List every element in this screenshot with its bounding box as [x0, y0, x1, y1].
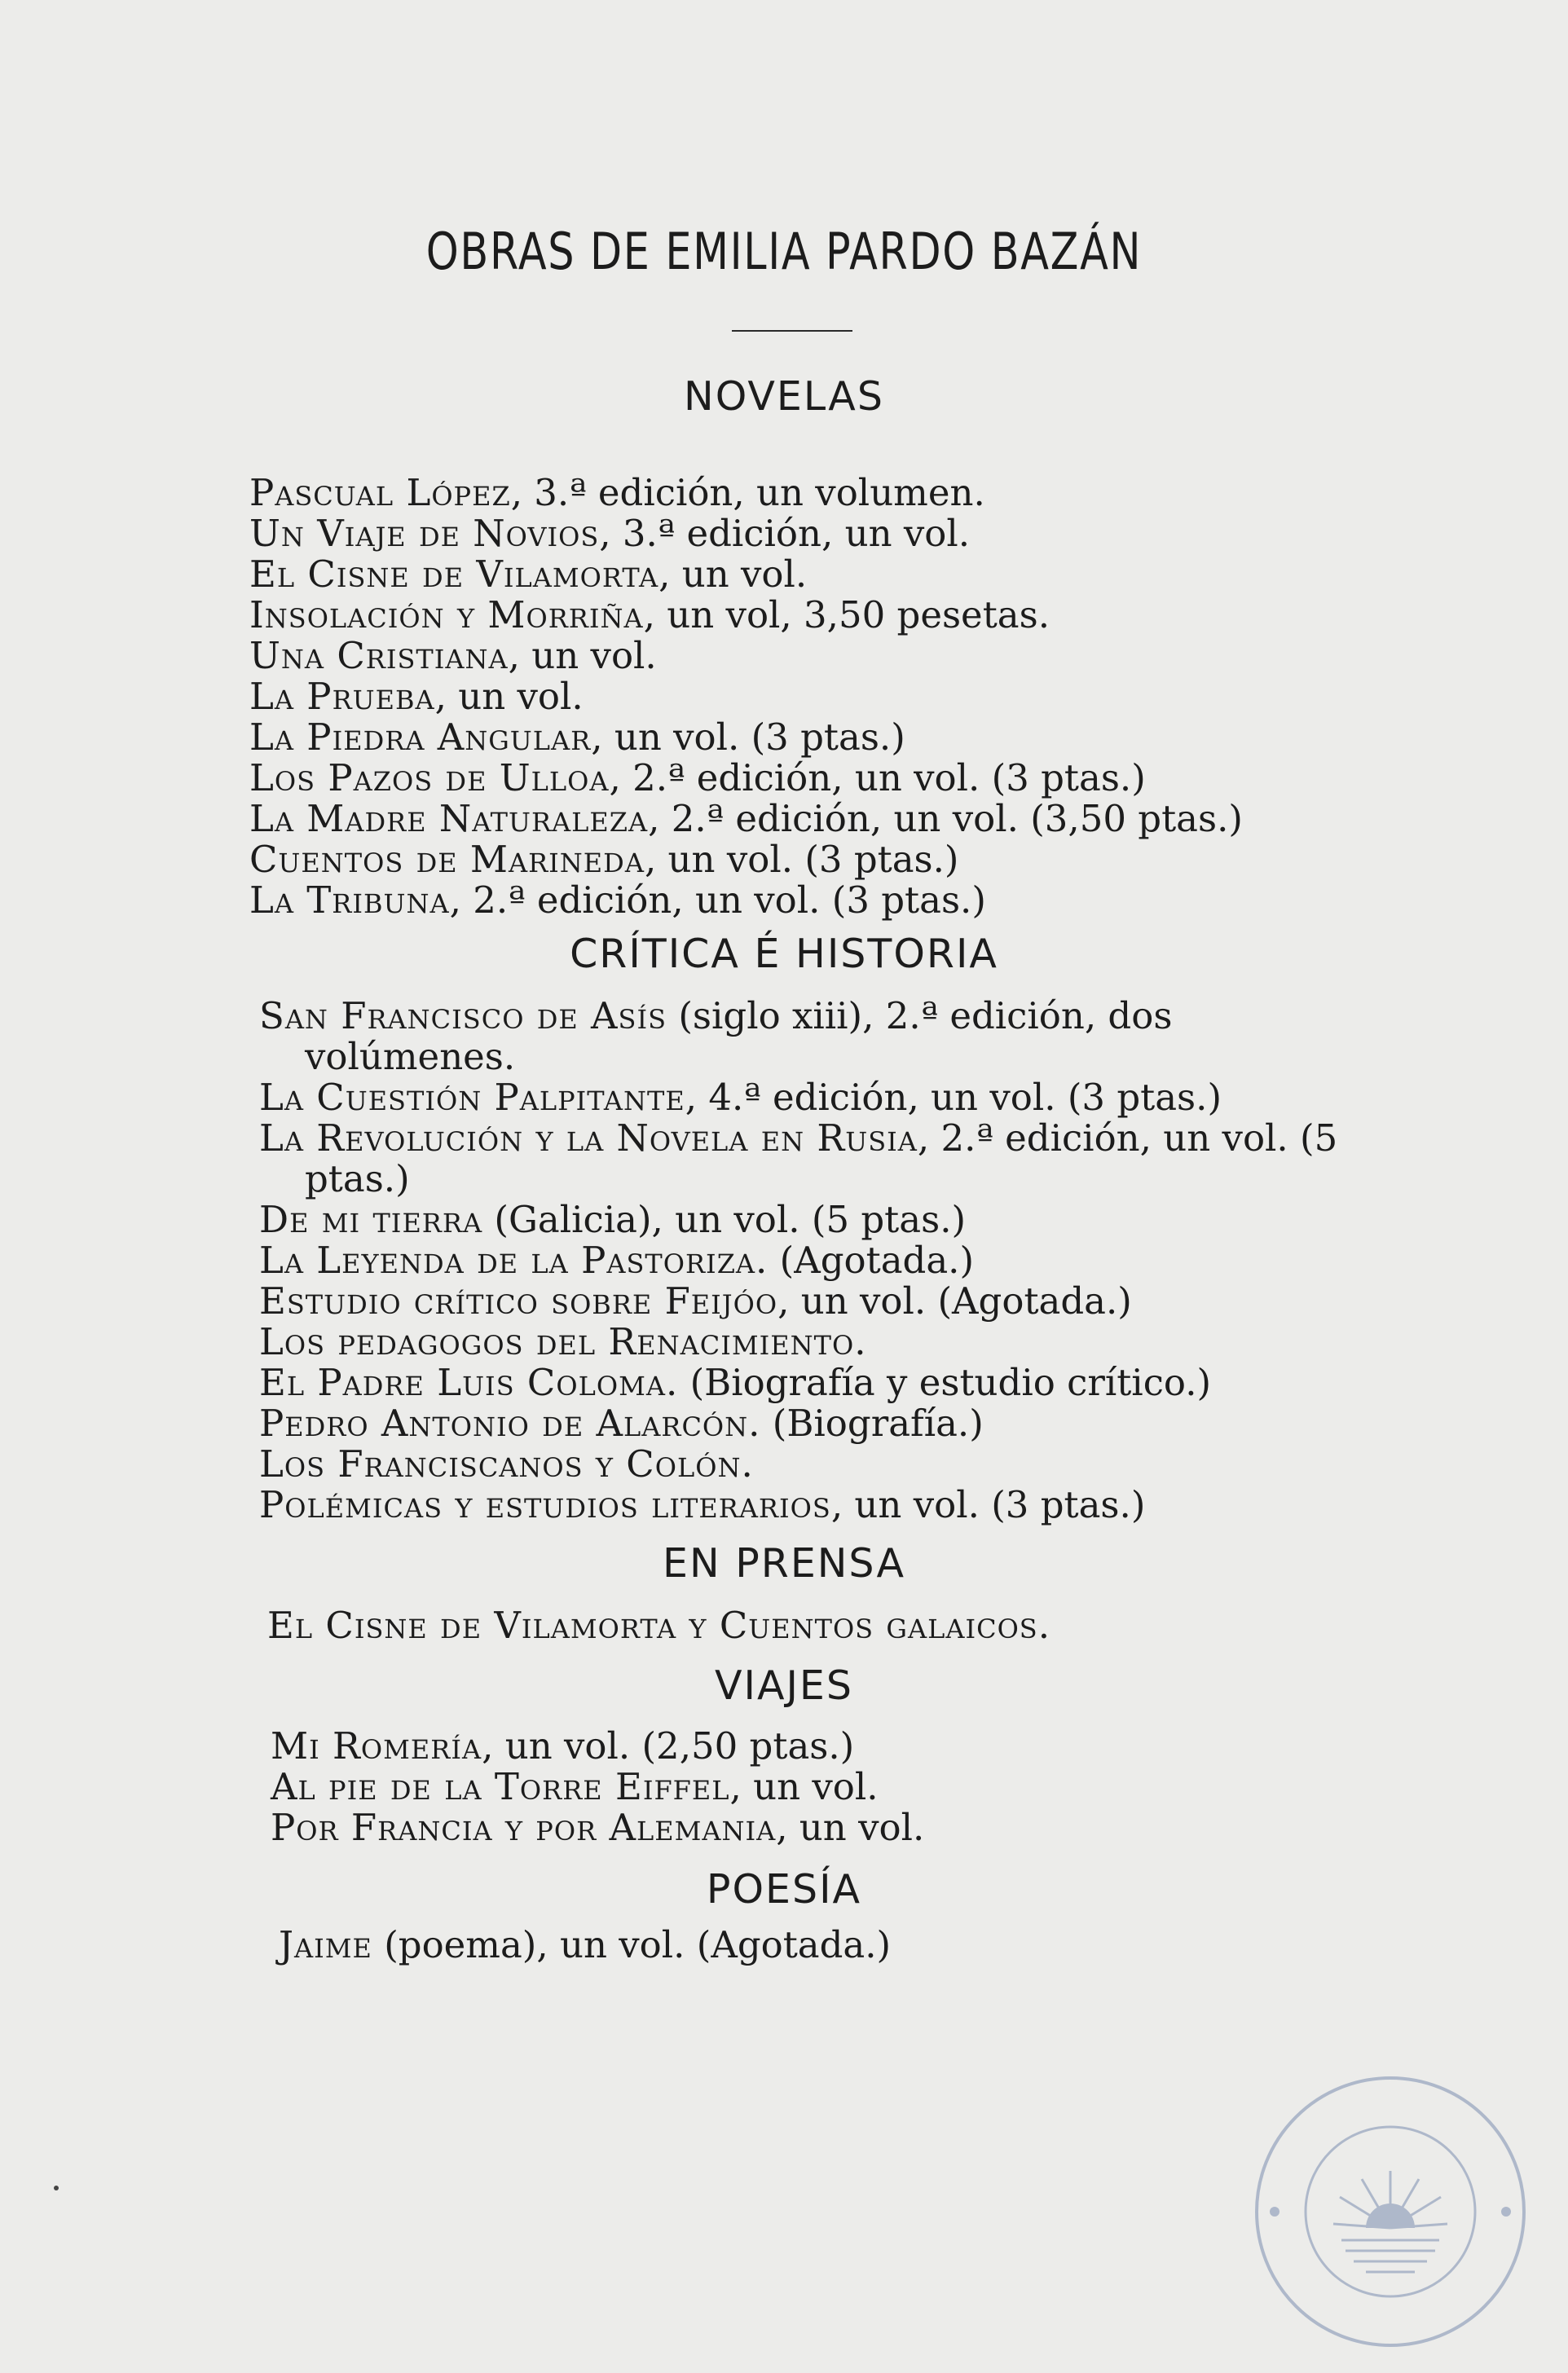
library-stamp-icon — [1252, 2073, 1529, 2350]
list-item — [249, 839, 1243, 880]
list-item — [271, 1726, 924, 1767]
work-title: Mi Romería — [271, 1724, 482, 1768]
work-details: , un vol. (3 ptas.) — [644, 838, 959, 881]
work-title: La Tribuna — [249, 878, 450, 922]
work-details: (poema), un vol. (Agotada.) — [372, 1923, 892, 1966]
work-details: (Biografía.) — [760, 1402, 984, 1445]
list-item — [259, 1322, 1368, 1363]
work-details: , un vol. — [658, 553, 808, 596]
list-item — [259, 1200, 1368, 1240]
list-item — [249, 595, 1243, 636]
list-item — [249, 799, 1243, 839]
work-details: , un vol. — [776, 1806, 925, 1849]
work-details: , un vol. — [434, 675, 584, 718]
title-divider — [732, 330, 852, 332]
work-title: De mi tierra — [259, 1198, 483, 1241]
work-details: , un vol. (Agotada.) — [777, 1279, 1132, 1323]
section-heading-poesia: POESÍA — [706, 1866, 862, 1913]
work-details: (siglo xiii), 2.ª edición, dos volúmenes. — [305, 994, 1173, 1078]
work-details: , 3.ª edición, un vol. — [599, 512, 971, 555]
en-prensa-list — [267, 1605, 1050, 1646]
work-title: La Revolución y la Novela en Rusia — [259, 1116, 918, 1160]
work-title: Por Francia y por Alemania — [271, 1806, 777, 1849]
section-heading-critica: CRÍTICA É HISTORIA — [570, 931, 998, 977]
list-item — [249, 717, 1243, 758]
list-item — [249, 758, 1243, 799]
list-item — [249, 554, 1243, 595]
list-item — [249, 513, 1243, 554]
list-item — [259, 1403, 1368, 1444]
work-details: , 4.ª edición, un vol. (3 ptas.) — [685, 1076, 1222, 1119]
work-title: La Leyenda de la Pastoriza. — [259, 1239, 769, 1282]
work-title: Los Franciscanos y Colón. — [259, 1442, 754, 1486]
poesia-list — [279, 1925, 891, 1966]
work-details: , 2.ª edición, un vol. (5 ptas.) — [305, 1116, 1338, 1200]
work-details: , un vol. (2,50 ptas.) — [482, 1724, 855, 1768]
work-details: , un vol. — [508, 634, 657, 677]
viajes-list — [271, 1726, 924, 1848]
work-title: Insolación y Morriña — [249, 593, 644, 636]
list-item — [249, 880, 1243, 921]
work-title: La Madre Naturaleza — [249, 797, 649, 840]
work-title: Los pedagogos del Renacimiento. — [259, 1320, 867, 1363]
section-heading-en-prensa: EN PRENSA — [663, 1540, 905, 1587]
list-item — [259, 1118, 1368, 1200]
work-title: Pascual López — [249, 471, 511, 514]
list-item — [267, 1605, 1050, 1646]
list-item — [249, 676, 1243, 717]
work-title: Jaime — [279, 1923, 372, 1966]
work-title: Cuentos de Marineda — [249, 838, 645, 881]
work-title: La Prueba — [249, 675, 435, 718]
work-title: El Cisne de Vilamorta y Cuentos galaicos. — [267, 1604, 1051, 1647]
novelas-list — [249, 473, 1243, 921]
work-details: , un vol. (3 ptas.) — [591, 715, 905, 759]
page-title: OBRAS DE EMILIA PARDO BAZÁN — [425, 222, 1143, 281]
work-details: (Agotada.) — [768, 1239, 975, 1282]
critica-list — [259, 996, 1368, 1526]
list-item — [259, 1281, 1368, 1322]
list-item — [259, 1077, 1368, 1118]
work-details: (Galicia), un vol. (5 ptas.) — [482, 1198, 967, 1241]
section-heading-novelas: NOVELAS — [684, 373, 884, 420]
work-details: , 2.ª edición, un vol. (3 ptas.) — [609, 756, 1146, 799]
work-title: Al pie de la Torre Eiffel — [271, 1765, 730, 1808]
work-title: Estudio crítico sobre Feijóo — [259, 1279, 778, 1323]
work-details: , un vol. — [729, 1765, 879, 1808]
list-item — [279, 1925, 891, 1966]
list-item — [259, 996, 1368, 1077]
work-title: San Francisco de Asís — [259, 994, 667, 1037]
list-item — [259, 1485, 1368, 1526]
print-speck — [54, 2186, 59, 2190]
work-title: La Cuestión Palpitante — [259, 1076, 685, 1119]
work-details: , 2.ª edición, un vol. (3,50 ptas.) — [648, 797, 1243, 840]
work-title: Polémicas y estudios literarios — [259, 1483, 831, 1526]
work-title: Los Pazos de Ulloa — [249, 756, 610, 799]
list-item — [249, 636, 1243, 676]
work-title: El Cisne de Vilamorta — [249, 553, 659, 596]
work-details: , un vol, 3,50 pesetas. — [643, 593, 1050, 636]
work-details: , 2.ª edición, un vol. (3 ptas.) — [449, 878, 986, 922]
list-item — [259, 1444, 1368, 1485]
work-title: Pedro Antonio de Alarcón. — [259, 1402, 761, 1445]
list-item — [259, 1240, 1368, 1281]
work-title: Una Cristiana — [249, 634, 509, 677]
work-title: Un Viaje de Novios — [249, 512, 600, 555]
list-item — [271, 1807, 924, 1848]
list-item — [259, 1363, 1368, 1403]
list-item — [271, 1767, 924, 1807]
section-heading-viajes: VIAJES — [714, 1662, 853, 1709]
work-details: , 3.ª edición, un volumen. — [510, 471, 985, 514]
work-title: La Piedra Angular — [249, 715, 592, 759]
work-details: , un vol. (3 ptas.) — [830, 1483, 1146, 1526]
list-item — [249, 473, 1243, 513]
work-title: El Padre Luis Coloma. — [259, 1361, 679, 1404]
work-details: (Biografía y estudio crítico.) — [678, 1361, 1212, 1404]
